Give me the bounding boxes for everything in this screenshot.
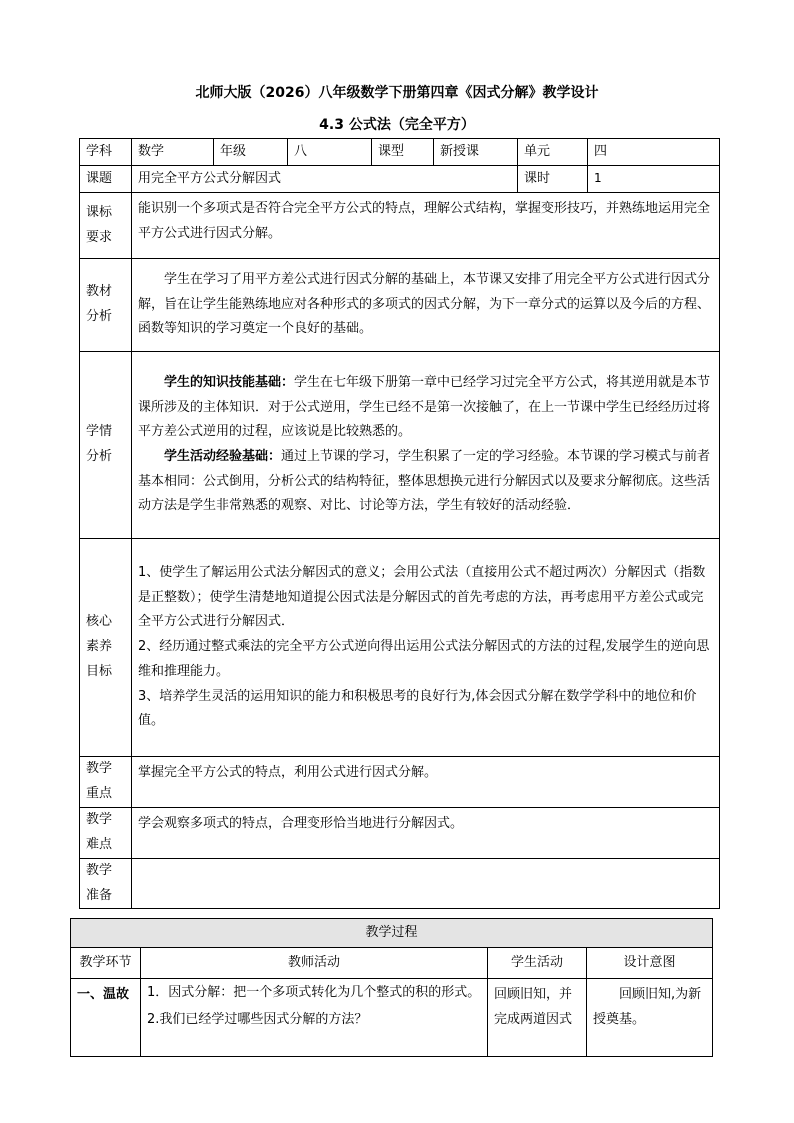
process-header: 教学过程 [71,919,713,948]
teacher-activity: 1．因式分解：把一个多项式转化为几个整式的积的形式。 2.我们已经学过哪些因式分解的方法？ [141,979,488,1057]
table-row [80,166,720,193]
student-analysis: 学生的知识技能基础：学生在七年级下册第一章中已经学习过完全平方公式，将其逆用就是本节课所涉及的主体知识．对于公式逆用，学生已经不是第一次接触了，在上一节课中学生已经经历过将平方差公式逆用的过程，应该说是比较熟悉的。 学生活动经验基础：通过上节课的学习，学生积累了一定的学习经验。本节课的学习模式与前者基本相同：公式倒用，分析公式的结构特征，整体思想换元进行分解因式以及要求分解彻底。这些活动方法是学生非常熟悉的观察、对比、讨论等方法，学生有较好的活动经验． [132,352,720,539]
grade-value: 八 [288,139,372,166]
stage-cell: 一、温故 [71,979,141,1057]
process-table [70,918,713,1057]
table-row [71,948,713,979]
type-label: 课型 [372,139,434,166]
subject-label: 学科 [80,139,132,166]
table-row [71,979,713,1057]
table-row [71,919,713,948]
lesson-info-table [79,138,720,909]
textbook-analysis: 学生在学习了用平方差公式进行因式分解的基础上，本节课又安排了用完全平方公式进行因式分解，旨在让学生能熟练地应对各种形式的多项式的因式分解，为下一章分式的运算以及今后的方程、函数等知识的学习奠定一个良好的基础。 [132,259,720,352]
document-title: 北师大版（2026）八年级数学下册第四章《因式分解》教学设计 [195,85,599,101]
topic-value: 用完全平方公式分解因式 [132,166,518,193]
hours-value: 1 [588,166,720,193]
table-row [80,352,720,539]
unit-value: 四 [588,139,720,166]
key-points: 掌握完全平方公式的特点，利用公式进行因式分解。 [132,757,720,808]
table-row [80,259,720,352]
student-knowledge-heading: 学生的知识技能基础： [164,374,295,390]
standard-label: 课标 要求 [80,193,132,259]
textbook-label: 教材 分析 [80,259,132,352]
table-row [80,859,720,909]
table-row [80,193,720,259]
col-intent: 设计意图 [587,948,713,979]
design-intent: 回顾旧知,为新授奠基。 [587,979,713,1057]
core-goals-label: 核心 素养 目标 [80,539,132,757]
hours-label: 课时 [518,166,588,193]
document-subtitle: 4.3 公式法（完全平方） [319,117,475,133]
student-activity: 回顾旧知，并完成两道因式 [488,979,587,1057]
table-row [80,757,720,808]
table-row [80,539,720,757]
col-teacher: 教师活动 [141,948,488,979]
unit-label: 单元 [518,139,588,166]
type-value: 新授课 [434,139,518,166]
preparation [132,859,720,909]
grade-label: 年级 [214,139,288,166]
difficulty: 学会观察多项式的特点，合理变形恰当地进行分解因式。 [132,808,720,859]
student-label: 学情 分析 [80,352,132,539]
col-stage: 教学环节 [71,948,141,979]
table-row [80,808,720,859]
difficulty-label: 教学 难点 [80,808,132,859]
preparation-label: 教学 准备 [80,859,132,909]
core-goals: 1、使学生了解运用公式法分解因式的意义；会用公式法（直接用公式不超过两次）分解因式（指数是正整数）；使学生清楚地知道提公因式法是分解因式的首先考虑的方法，再考虑用平方差公式或完全平方公式进行分解因式． 2、经历通过整式乘法的完全平方公式逆向得出运用公式法分解因式的方法的过程,发展学生的逆向思维和推理能力。 3、培养学生灵活的运用知识的能力和积极思考的良好行为,体会因式分解在数学学科中的地位和价值。 [132,539,720,757]
key-points-label: 教学 重点 [80,757,132,808]
subject-value: 数学 [132,139,214,166]
topic-label: 课题 [80,166,132,193]
col-student: 学生活动 [488,948,587,979]
standard-text: 能识别一个多项式是否符合完全平方公式的特点，理解公式结构，掌握变形技巧，并熟练地运用完全平方公式进行因式分解。 [132,193,720,259]
table-row [80,139,720,166]
student-experience-heading: 学生活动经验基础： [164,449,282,464]
